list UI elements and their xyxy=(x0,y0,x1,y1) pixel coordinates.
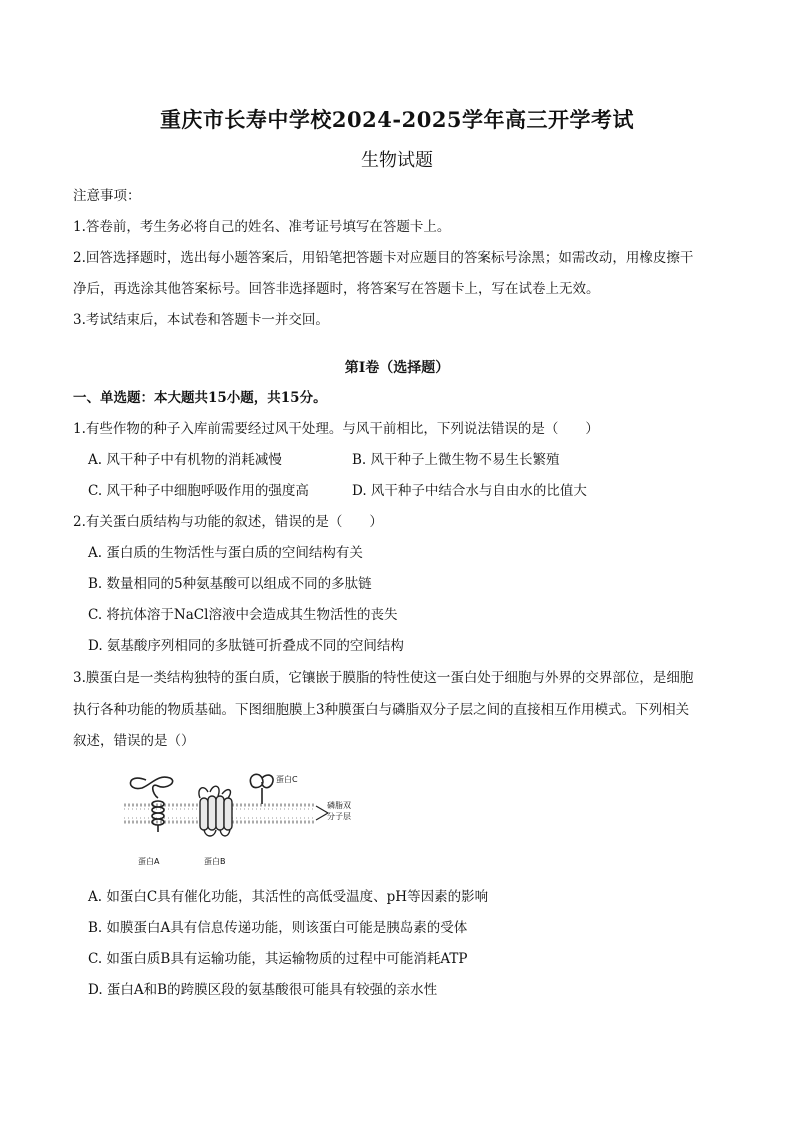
q3-stem-line-2: 执行各种功能的物质基础。下图细胞膜上3种膜蛋白与磷脂双分子层之间的直接相互作用模式。下列相关 xyxy=(73,702,690,718)
notice-item-3: 3.考试结束后，本试卷和答题卡一并交回。 xyxy=(73,312,329,328)
notice-item-2: 2.回答选择题时，选出每小题答案后，用铅笔把答题卡对应题目的答案标号涂黑；如需改动，用橡皮擦干 xyxy=(73,250,694,266)
q3-option-a: A. 如蛋白C具有催化功能，其活性的高低受温度、pH等因素的影响 xyxy=(88,889,489,905)
label-protein-a: 蛋白A xyxy=(138,857,160,866)
q1-option-a: A. 风干种子中有机物的消耗减慢 xyxy=(88,452,282,468)
q1-stem: 1.有些作物的种子入库前需要经过风干处理。与风干前相比，下列说法错误的是（ ） xyxy=(73,421,599,437)
q1-option-d: D. 风干种子中结合水与自由水的比值大 xyxy=(352,483,587,499)
protein-b-shape xyxy=(199,786,232,836)
label-protein-b: 蛋白B xyxy=(204,857,226,866)
q2-option-d: D. 氨基酸序列相同的多肽链可折叠成不同的空间结构 xyxy=(88,638,404,654)
exam-subtitle: 生物试题 xyxy=(361,150,433,171)
q3-stem-line-1: 3.膜蛋白是一类结构独特的蛋白质，它镶嵌于膜脂的特性使这一蛋白处于细胞与外界的交界部位，是细胞 xyxy=(73,670,694,686)
q3-stem-line-3: 叙述，错误的是（） xyxy=(73,733,195,749)
membrane-protein-figure xyxy=(118,768,351,870)
q1-option-b: B. 风干种子上微生物不易生长繁殖 xyxy=(352,452,560,468)
label-protein-c: 蛋白C xyxy=(276,775,298,784)
section-heading: 一、单选题：本大题共15小题，共15分。 xyxy=(73,390,327,406)
protein-c-shape xyxy=(250,774,273,804)
q3-option-b: B. 如膜蛋白A具有信息传递功能，则该蛋白可能是胰岛素的受体 xyxy=(88,920,468,936)
notice-heading: 注意事项： xyxy=(73,188,141,204)
q2-stem: 2.有关蛋白质结构与功能的叙述，错误的是（ ） xyxy=(73,514,383,530)
label-bilayer-1: 磷脂双 xyxy=(327,801,351,810)
part1-title: 第I卷（选择题） xyxy=(344,360,450,376)
q2-option-a: A. 蛋白质的生物活性与蛋白质的空间结构有关 xyxy=(88,545,363,561)
q1-option-c: C. 风干种子中细胞呼吸作用的强度高 xyxy=(88,483,309,499)
q2-option-b: B. 数量相同的5种氨基酸可以组成不同的多肽链 xyxy=(88,576,372,592)
q2-option-c: C. 将抗体溶于NaCl溶液中会造成其生物活性的丧失 xyxy=(88,607,398,623)
notice-item-2-cont: 净后，再选涂其他答案标号。回答非选择题时，将答案写在答题卡上，写在试卷上无效。 xyxy=(73,281,600,297)
label-bilayer-2: 分子层 xyxy=(327,812,351,821)
q3-option-d: D. 蛋白A和B的跨膜区段的氨基酸很可能具有较强的亲水性 xyxy=(88,982,438,998)
q3-option-c: C. 如蛋白质B具有运输功能，其运输物质的过程中可能消耗ATP xyxy=(88,951,468,967)
exam-title: 重庆市长寿中学校2024-2025学年高三开学考试 xyxy=(159,107,635,132)
notice-item-1: 1.答卷前，考生务必将自己的姓名、准考证号填写在答题卡上。 xyxy=(73,219,451,235)
